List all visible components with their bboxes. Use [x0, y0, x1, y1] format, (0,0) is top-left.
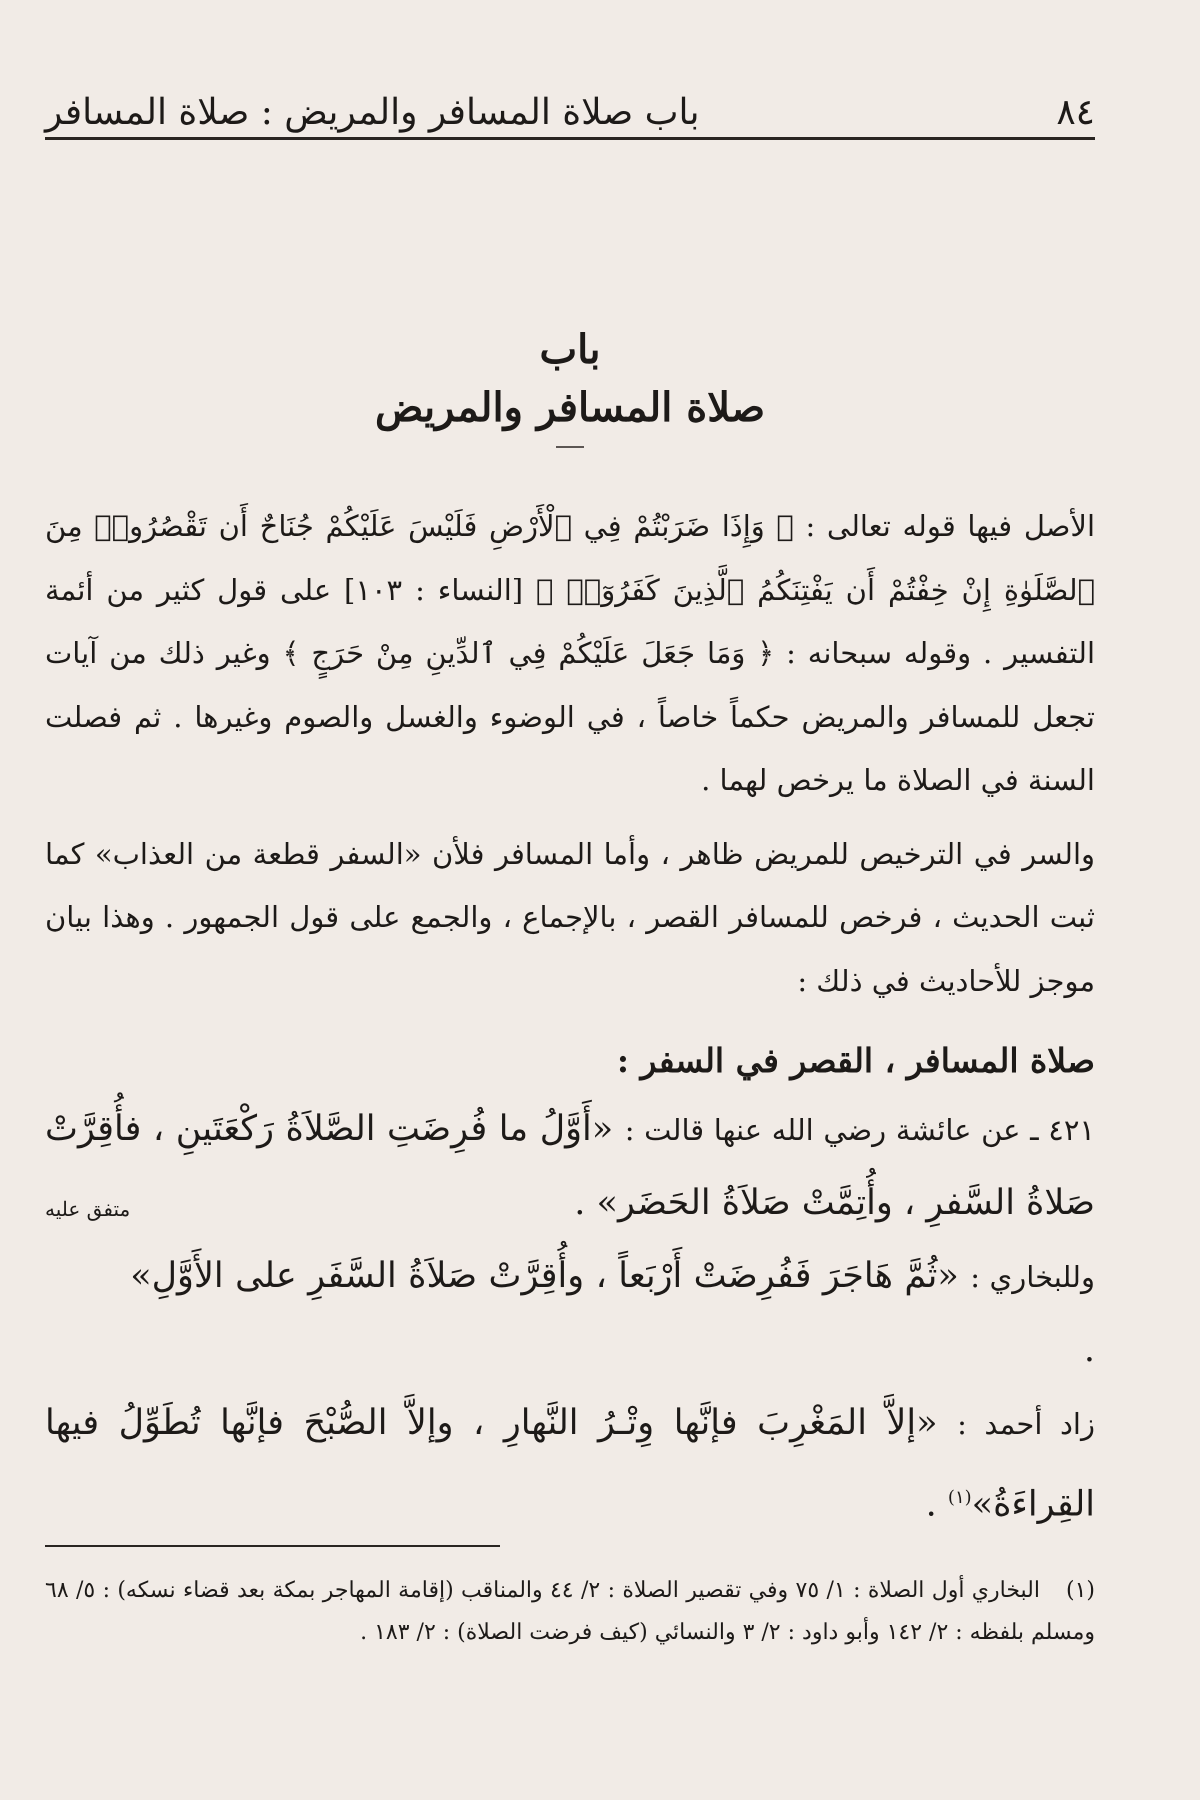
verse-reference: [النساء : ١٠٣] على قول كثير من أئمة التفسير . وقوله سبحانه : — [45, 572, 1096, 670]
chapter-heading — [45, 322, 1095, 450]
running-header — [45, 78, 1095, 140]
section-heading: صلاة المسافر ، القصر في السفر : — [616, 1041, 1095, 1080]
footnote-reference[interactable]: (١) — [947, 1487, 972, 1508]
paragraph1-intro: الأصل فيها قوله تعالى : — [805, 509, 1096, 543]
chapter-label: باب — [539, 326, 601, 373]
main-text — [45, 495, 1095, 1542]
hadith-421 — [45, 1093, 1095, 1240]
hadith-source: متفق عليه — [45, 1197, 131, 1221]
ahmad-end: . — [925, 1484, 948, 1525]
quran-verse-haraj: ﴿ وَمَا جَعَلَ عَلَيْكُمْ فِي ٱلدِّينِ مِنْ حَرَجٍ ﴾ — [282, 636, 775, 670]
ahmad-narration — [45, 1387, 1095, 1542]
paragraph1-rest: وغير ذلك من آيات تجعل للمسافر والمريض حكماً خاصاً ، في الوضوء والغسل والصوم وغيرها . ثم فصلت السنة في الصلاة ما يرخص لهما . — [45, 636, 1095, 797]
footnotes — [45, 1570, 1095, 1654]
footnote-divider — [45, 1545, 500, 1547]
hadith-421-text: «أَوَّلُ ما فُرِضَتِ الصَّلاَةُ رَكْعَتَينِ ، فأُقِرَّتْ صَلاةُ السَّفرِ ، وأُتِمَّتْ صَلاَةُ الحَضَر» . — [45, 1109, 1095, 1223]
ahmad-text: «إلاَّ المَغْرِبَ فإنَّها وِتْـرُ النَّهارِ ، وإلاَّ الصُّبْحَ فإنَّها تُطَوِّلُ فيها القِراءَةُ» — [45, 1403, 1095, 1525]
chapter-title: صلاة المسافر والمريض — [374, 384, 766, 431]
paragraph-quran-basis — [45, 495, 1095, 813]
page-number: ٨٤ — [1056, 92, 1095, 133]
bukhari-text: «ثُمَّ هَاجَرَ فَفُرِضَتْ أَرْبَعاً ، وأُقِرَّتْ صَلاَةُ السَّفَرِ على الأَوَّلِ» . — [130, 1256, 1095, 1370]
bukhari-intro: وللبخاري : — [970, 1260, 1095, 1294]
hadith-421-intro: ٤٢١ ـ عن عائشة رضي الله عنها قالت : — [624, 1113, 1095, 1147]
paragraph-reason: والسر في الترخيص للمريض ظاهر ، وأما المسافر فلأن «السفر قطعة من العذاب» كما ثبت الحديث ، فرخص للمسافر القصر ، بالإجماع ، والجمع على قول الجمهور . وهذا بيان موجز للأحاديث في ذلك : — [45, 836, 1095, 998]
bukhari-narration — [45, 1240, 1095, 1387]
footnote-mark: (١) — [1066, 1578, 1096, 1603]
ahmad-intro: زاد أحمد : — [957, 1407, 1095, 1441]
quran-verse-nisa: ﴿ وَإِذَا ضَرَبْتُمْ فِي ٱلْأَرْضِ فَلَيْسَ عَلَيْكُمْ جُنَاحٌ أَن تَقْصُرُوا۟ مِنَ ٱلصَّلَوٰةِ إِنْ خِفْتُمْ أَن يَفْتِنَكُمُ ٱلَّذِينَ كَفَرُوٓا۟ ﴾ — [45, 509, 1096, 607]
footnote-text: البخاري أول الصلاة : ١/ ٧٥ وفي تقصير الصلاة : ٢/ ٤٤ والمناقب (إقامة المهاجر بمكة بعد قضاء نسكه) : ٥/ ٦٨ ومسلم بلفظه : ٢/ ١٤٢ وأبو داود : ٢/ ٣ والنسائي (كيف فرضت الصلاة) : ٢/ ١٨٣ . — [45, 1578, 1095, 1645]
header-title: باب صلاة المسافر والمريض : صلاة المسافر — [45, 92, 700, 133]
ornament-icon — [556, 444, 584, 450]
